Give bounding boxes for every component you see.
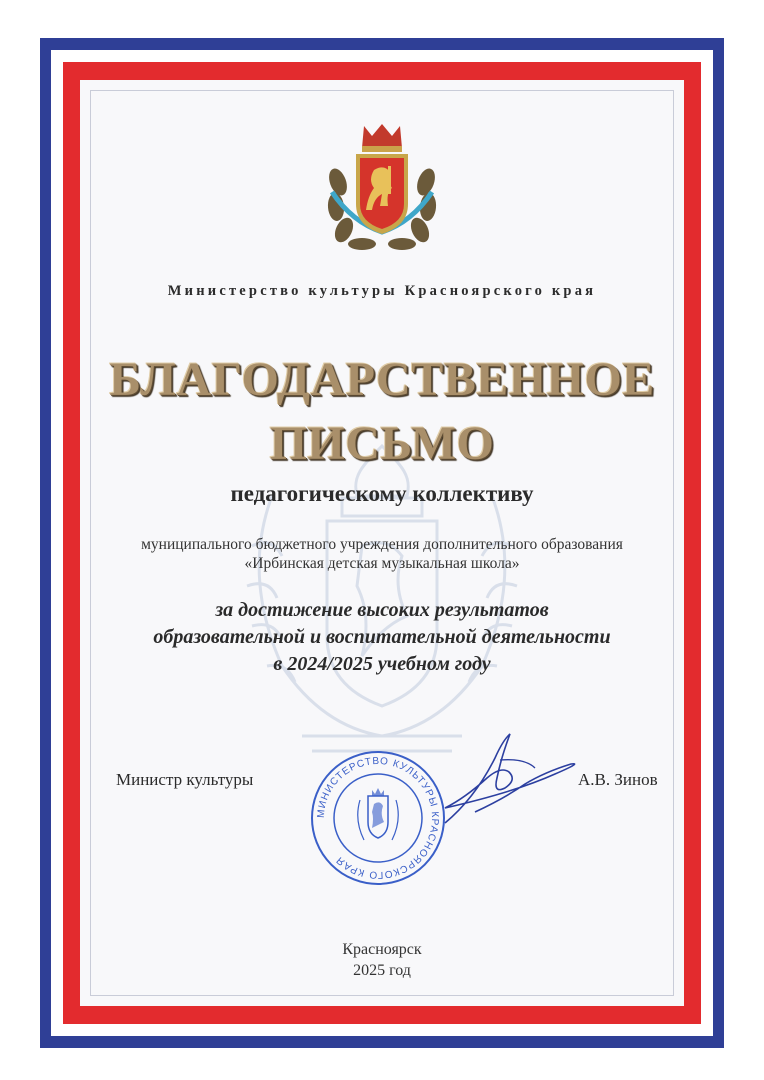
organization-line1: муниципального бюджетного учреждения дополнительного образования <box>141 536 623 553</box>
ministry-name: Министерство культуры Красноярского края <box>167 283 597 299</box>
year: 2025 год <box>353 962 411 979</box>
recipient: педагогическому коллективу <box>230 481 534 506</box>
stamp-text: МИНИСТЕРСТВО КУЛЬТУРЫ КРАСНОЯРСКОГО КРАЯ <box>315 755 441 881</box>
organization-line2: «Ирбинская детская музыкальная школа» <box>244 555 520 572</box>
city: Красноярск <box>342 941 422 958</box>
reason-line2: образовательной и воспитательной деятельности <box>153 626 611 648</box>
signatory-name: А.В. Зинов <box>578 770 658 789</box>
certificate-title-line2: ПИСЬМО <box>269 417 495 470</box>
reason-line1: за достижение высоких результатов <box>215 599 549 621</box>
reason-line3: в 2024/2025 учебном году <box>273 653 491 675</box>
signature-icon <box>405 728 585 828</box>
signatory-title: Министр культуры <box>116 770 254 789</box>
certificate-title-line1: БЛАГОДАРСТВЕННОЕ <box>109 353 655 406</box>
krasnoyarsk-coat-of-arms-icon <box>322 122 442 254</box>
